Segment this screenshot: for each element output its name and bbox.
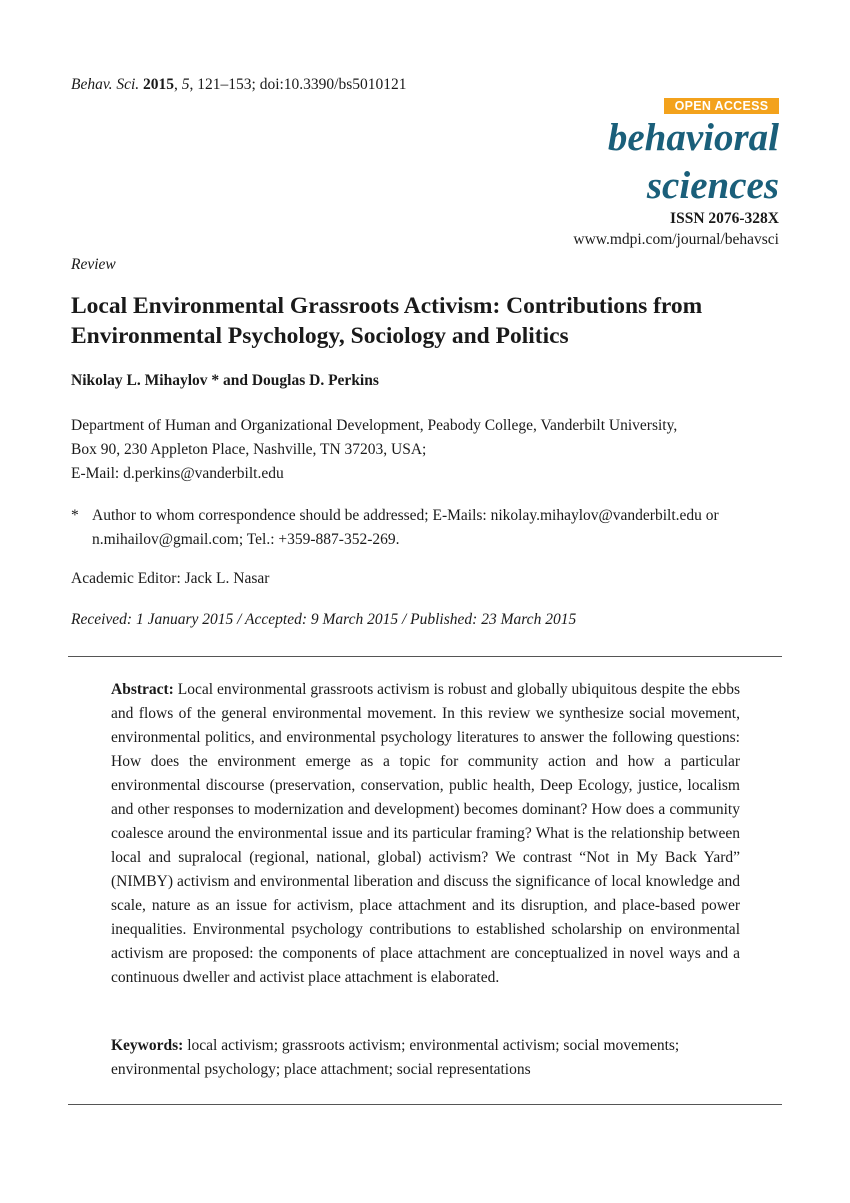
journal-abbrev: Behav. Sci. — [71, 76, 140, 93]
article-title: Local Environmental Grassroots Activism: Contributions from Environmental Psychology, Sociology and Politics — [71, 293, 703, 349]
abstract-label: Abstract: — [111, 681, 174, 698]
keywords — [111, 1034, 740, 1082]
journal-logo — [608, 114, 779, 210]
divider-top — [68, 656, 782, 657]
keywords-label: Keywords: — [111, 1037, 184, 1054]
affiliation-email: E-Mail: d.perkins@vanderbilt.edu — [71, 465, 284, 482]
open-access-badge: OPEN ACCESS — [664, 98, 779, 114]
article-type: Review — [71, 256, 116, 273]
journal-url[interactable]: www.mdpi.com/journal/behavsci — [573, 231, 779, 248]
affiliation-line: Box 90, 230 Appleton Place, Nashville, TN 37203, USA; — [71, 441, 427, 458]
pages-doi: , 121–153; doi:10.3390/bs5010121 — [189, 76, 407, 93]
academic-editor: Academic Editor: Jack L. Nasar — [71, 570, 270, 587]
keywords-text: local activism; grassroots activism; environmental activism; social movements; environmental psychology; place attachment; social representations — [111, 1037, 680, 1078]
abstract — [111, 678, 740, 990]
journal-name-line2: sciences — [646, 164, 779, 207]
abstract-text: Local environmental grassroots activism is robust and globally ubiquitous despite the ebbs and flows of the general environmental movement. In this review we synthesize social movement, environmental politics, and environmental psychology literatures to answer the following questions: How does the environment emerge as a topic for community action and how a particular environmental discourse (preservation, conservation, public health, Deep Ecology, justice, localism and other responses to modernization and development) becomes dominant? How does a community coalesce around the environmental issue and its particular framing? What is the relationship between local and supralocal (regional, national, global) activism? We contrast “Not in My Back Yard” (NIMBY) activism and environmental liberation and discuss the significance of local knowledge and scale, nature as an issue for activism, place attachment and its disruption, and place-based power inequalities. Environmental psychology contributions to established scholarship on environmental activism are proposed: the components of place attachment are conceptualized in novel ways and a continuous dweller and activist place attachment is elaborated. — [111, 681, 741, 986]
correspondence-text: Author to whom correspondence should be addressed; E-Mails: nikolay.mihaylov@vanderbilt.edu or n.mihailov@gmail.com; Tel.: +359-887-352-269. — [92, 507, 719, 548]
author-list: Nikolay L. Mihaylov * and Douglas D. Perkins — [71, 372, 379, 389]
citation-line: Behav. Sci. 2015, 5, 121–153; doi:10.3390/bs5010121 — [71, 76, 407, 93]
issn: ISSN 2076-328X — [670, 210, 779, 227]
correspondence-note — [71, 504, 791, 552]
journal-name-line1: behavioral — [607, 116, 779, 159]
affiliation — [71, 414, 791, 486]
divider-bottom — [68, 1104, 782, 1105]
correspondence-star: * — [71, 507, 79, 524]
affiliation-line: Department of Human and Organizational Development, Peabody College, Vanderbilt University, — [71, 417, 678, 434]
volume: 5 — [181, 76, 190, 93]
publication-dates: Received: 1 January 2015 / Accepted: 9 March 2015 / Published: 23 March 2015 — [71, 611, 577, 628]
publication-year: 2015 — [143, 76, 175, 93]
